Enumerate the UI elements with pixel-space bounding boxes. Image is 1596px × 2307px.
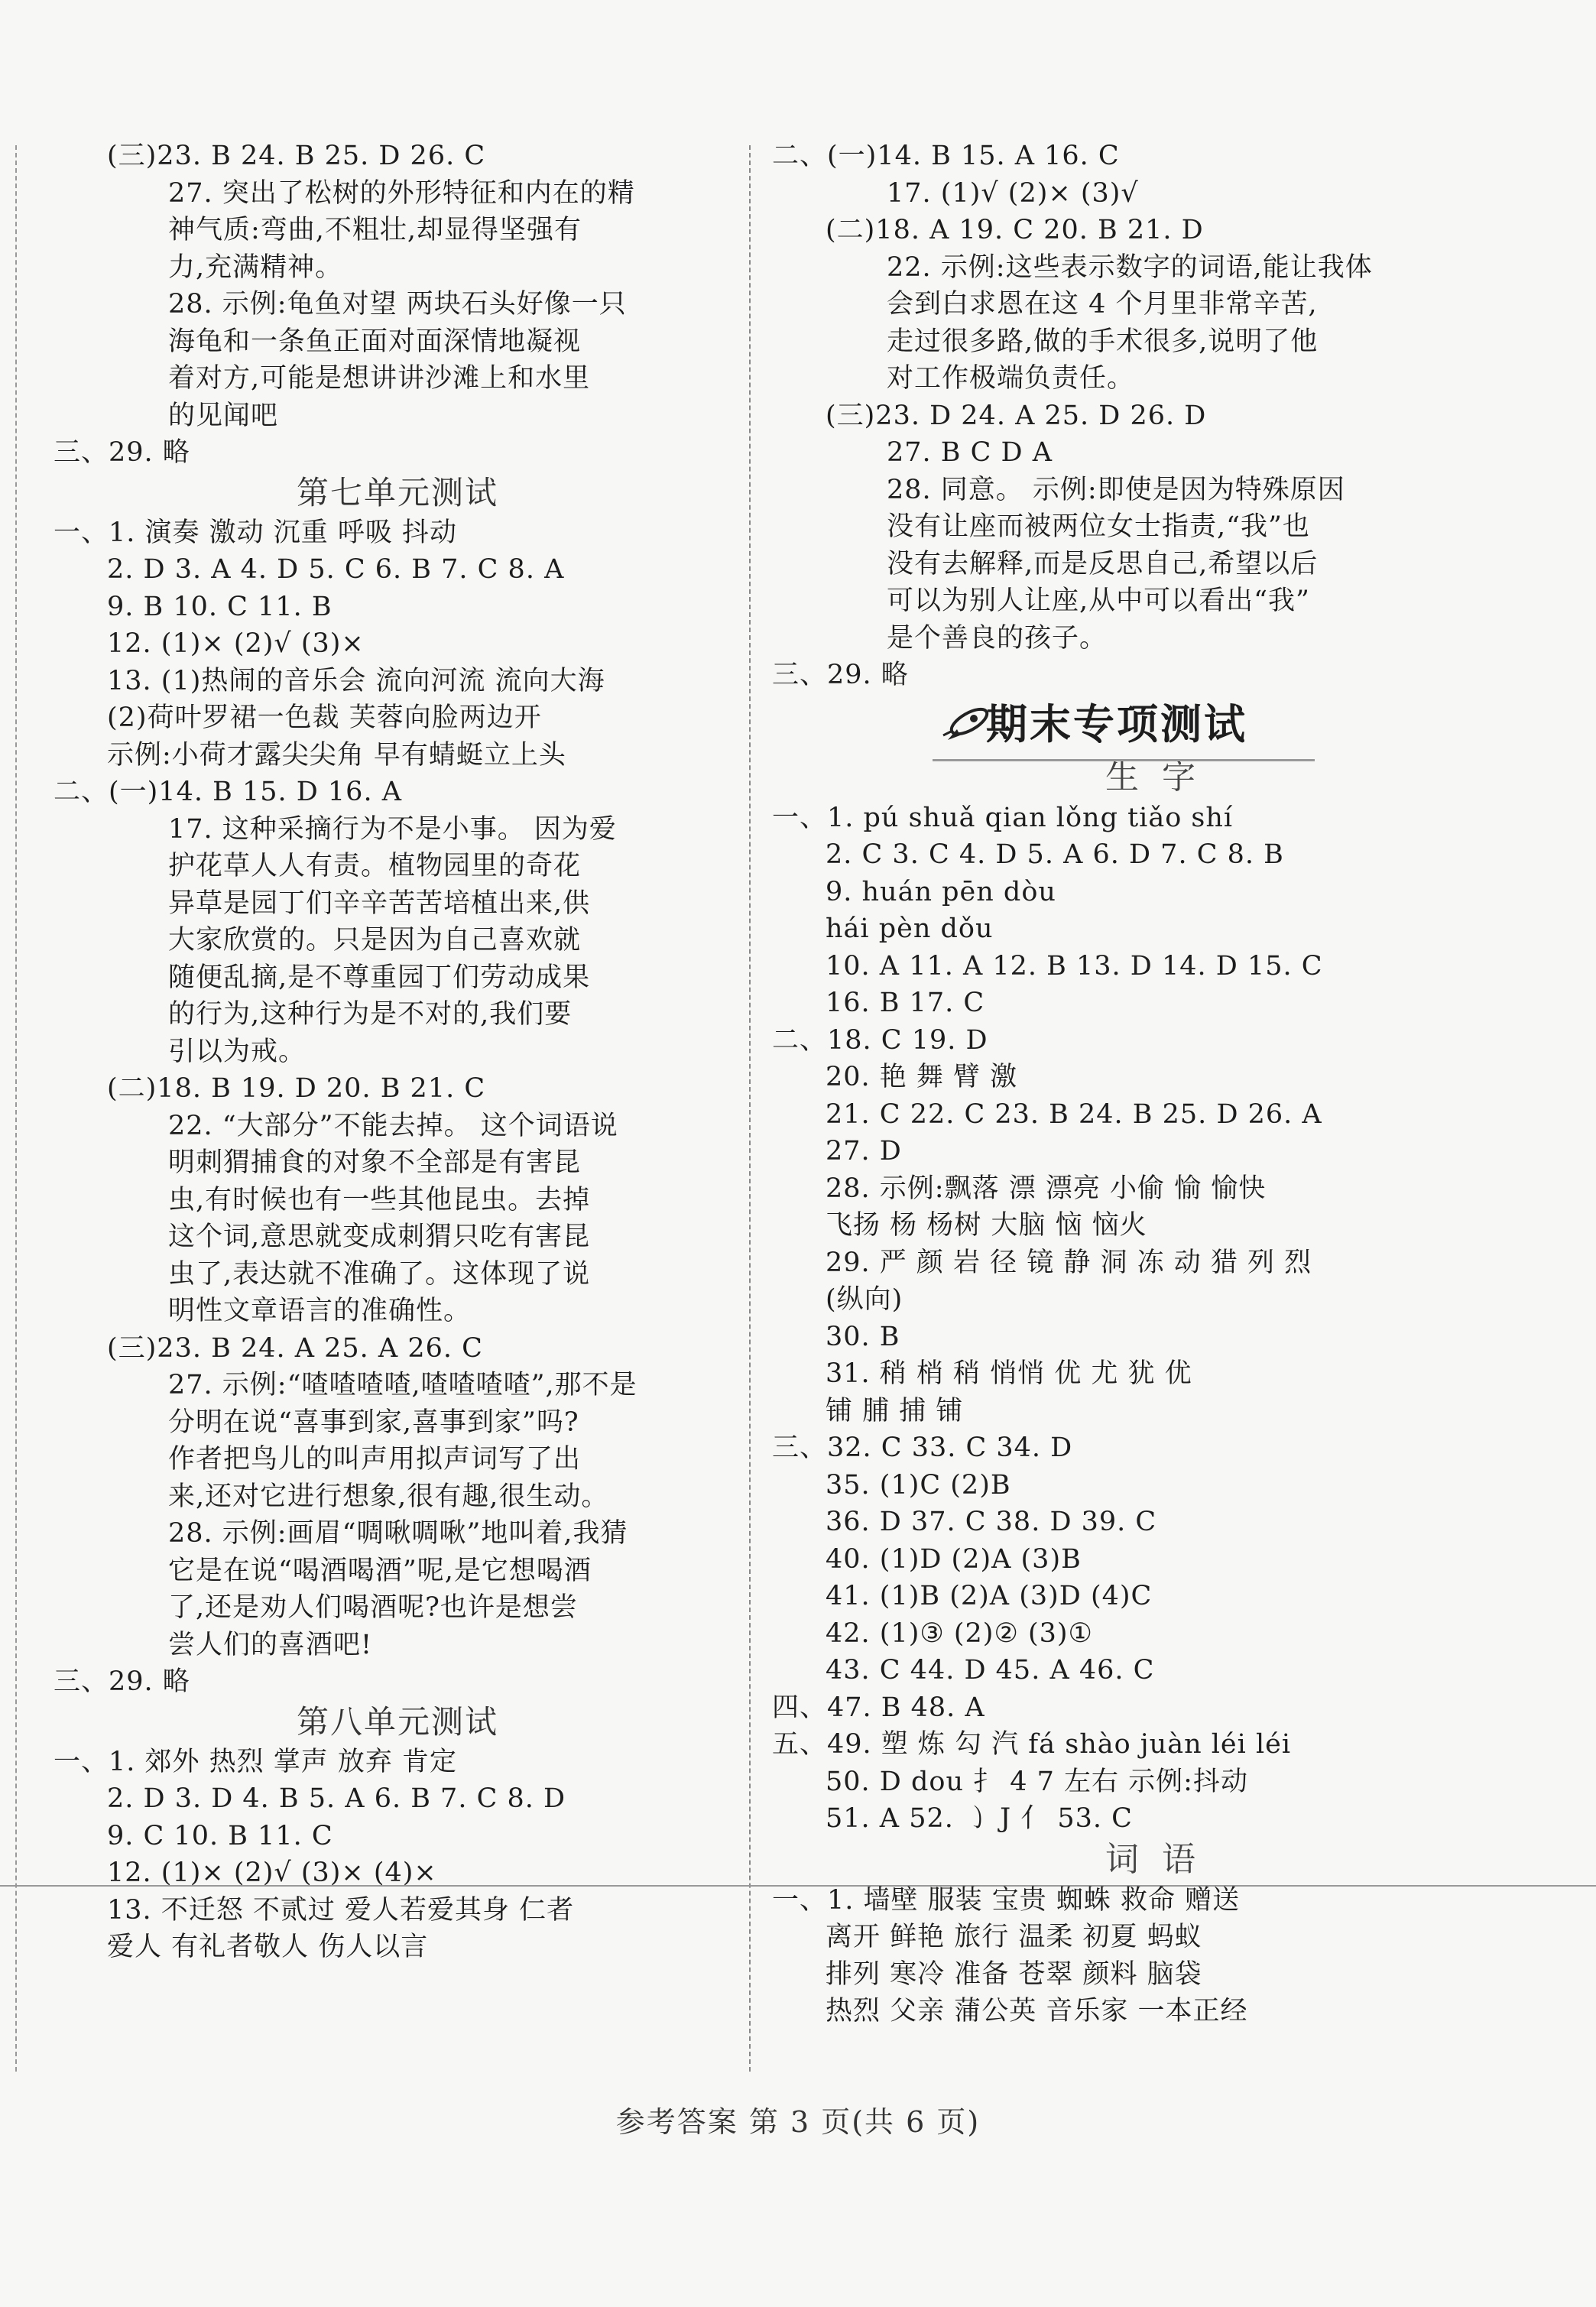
answer-line: 2. D 3. A 4. D 5. C 6. B 7. C 8. A (107, 554, 565, 585)
answer-line: 走过很多路,做的手术很多,说明了他 (887, 326, 1319, 357)
answer-line: 28. 示例:画眉“啁啾啁啾”地叫着,我猜 (168, 1518, 628, 1549)
answer-line: 40. (1)D (2)A (3)B (826, 1543, 1082, 1575)
answer-line: 没有让座而被两位女士指责,“我”也 (887, 511, 1310, 542)
answer-line: 明刺猬捕食的对象不全部是有害昆 (168, 1147, 582, 1178)
answer-line: 爱人 有礼者敬人 伤人以言 (107, 1932, 429, 1962)
answer-line: 大家欣赏的。只是因为自己喜欢就 (168, 925, 582, 956)
left-column (54, 138, 741, 1966)
answer-line: 27. 示例:“喳喳喳喳,喳喳喳喳”,那不是 (168, 1370, 637, 1400)
answer-line: 三、29. 略 (54, 1666, 190, 1697)
answer-line: 20. 艳 舞 臂 激 (826, 1062, 1018, 1092)
answer-line: 三、29. 略 (772, 660, 909, 690)
answer-line: 虫了,表达就不准确了。这体现了说 (168, 1258, 591, 1290)
answer-line: 排列 寒冷 准备 苍翠 颜料 脑袋 (826, 1958, 1202, 1990)
answer-line: 的见闻吧 (168, 400, 279, 431)
answer-line: 会到白求恩在这 4 个月里非常辛苦, (887, 289, 1318, 320)
answer-line: (二)18. B 19. D 20. B 21. C (107, 1073, 486, 1104)
answer-line: 了,还是劝人们喝酒呢?也许是想尝 (168, 1592, 578, 1623)
right-column (772, 138, 1536, 2030)
answer-line: 35. (1)C (2)B (826, 1469, 1011, 1501)
answer-line: 二、18. C 19. D (772, 1024, 988, 1056)
answer-line: 异草是园丁们辛辛苦苦培植出来,供 (168, 887, 591, 919)
answer-line: 明性文章语言的准确性。 (168, 1296, 472, 1326)
answer-line: 二、(一)14. B 15. A 16. C (772, 141, 1120, 171)
rocket-icon (940, 702, 994, 748)
answer-line: hái pèn dǒu (826, 913, 994, 944)
answer-line: 它是在说“喝酒喝酒”呢,是它想喝酒 (168, 1555, 592, 1586)
answer-line: 一、1. 墙壁 服装 宝贵 蜘蛛 救命 赠送 (772, 1884, 1241, 1916)
answer-line: 51. A 52. ㇁ J 亻 53. C (826, 1803, 1133, 1834)
answer-line: (2)荷叶罗裙一色裁 芙蓉向脸两边开 (107, 702, 542, 733)
answer-line: 力,充满精神。 (168, 251, 343, 283)
answer-line: 对工作极端负责任。 (887, 363, 1135, 394)
answer-line: 铺 脯 捕 铺 (826, 1395, 964, 1426)
answer-line: 可以为别人让座,从中可以看出“我” (887, 586, 1310, 616)
answer-line: 27. 突出了松树的外形特征和内在的精 (168, 177, 635, 209)
answer-line: 31. 稍 梢 稍 悄悄 优 尤 犹 优 (826, 1358, 1192, 1389)
answer-line: 28. 示例:龟鱼对望 两块石头好像一只 (168, 289, 627, 320)
answer-line: 16. B 17. C (826, 988, 985, 1018)
answer-line: 17. (1)√ (2)× (3)√ (887, 177, 1139, 209)
section-heading: 第八单元测试 (296, 1702, 498, 1741)
answer-line: (三)23. B 24. B 25. D 26. C (107, 141, 486, 171)
answer-line: 五、49. 塑 炼 勾 汽 fá shào juàn léi léi (772, 1729, 1292, 1760)
answer-line: 2. D 3. D 4. B 5. A 6. B 7. C 8. D (107, 1783, 566, 1814)
answer-line: 三、32. C 33. C 34. D (772, 1433, 1073, 1463)
answer-line: (纵向) (826, 1284, 903, 1315)
answer-line: 热烈 父亲 蒲公英 音乐家 一本正经 (826, 1996, 1248, 2026)
answer-line: 13. (1)热闹的音乐会 流向河流 流向大海 (107, 665, 605, 696)
answer-line: 的行为,这种行为是不对的,我们要 (168, 999, 573, 1030)
answer-line: 13. 不迁怒 不贰过 爱人若爱其身 仁者 (107, 1894, 575, 1926)
answer-line: 是个善良的孩子。 (887, 622, 1108, 654)
answer-line: 离开 鲜艳 旅行 温柔 初夏 蚂蚁 (826, 1922, 1202, 1952)
answer-line: 17. 这种采摘行为不是小事。 因为爱 (168, 813, 617, 845)
answer-line: 虫,有时候也有一些其他昆虫。去掉 (168, 1184, 591, 1215)
answer-line: 分明在说“喜事到家,喜事到家”吗? (168, 1407, 579, 1438)
subsection-heading: 词语 (1105, 1839, 1218, 1879)
answer-line: 神气质:弯曲,不粗壮,却显得坚强有 (168, 215, 582, 245)
answer-line: 50. D dou 扌 4 7 左右 示例:抖动 (826, 1766, 1248, 1797)
answer-line: 一、1. pú shuǎ qian lǒng tiǎo shí (772, 802, 1234, 833)
answer-line: 21. C 22. C 23. B 24. B 25. D 26. A (826, 1098, 1322, 1130)
answer-line: 示例:小荷才露尖尖角 早有蜻蜓立上头 (107, 739, 566, 771)
answer-line: 27. B C D A (887, 437, 1053, 468)
answer-line: 41. (1)B (2)A (3)D (4)C (826, 1581, 1153, 1611)
subsection-heading: 生字 (1105, 757, 1218, 797)
answer-line: (三)23. B 24. A 25. A 26. C (107, 1332, 483, 1364)
answer-line: 27. D (826, 1136, 902, 1166)
answer-line: 尝人们的喜酒吧! (168, 1629, 373, 1660)
answer-line: 来,还对它进行想象,很有趣,很生动。 (168, 1481, 609, 1512)
answer-line: 这个词,意思就变成刺猬只吃有害昆 (168, 1222, 591, 1252)
answer-line: 22. “大部分”不能去掉。 这个词语说 (168, 1110, 618, 1141)
answer-line: 随便乱摘,是不尊重园丁们劳动成果 (168, 962, 591, 993)
column-divider (749, 145, 751, 2072)
answer-line: 四、47. B 48. A (772, 1692, 985, 1723)
final-test-title: 期末专项测试 (986, 699, 1247, 748)
answer-line: 9. C 10. B 11. C (107, 1820, 333, 1851)
left-margin-dashed-line (15, 145, 17, 2072)
final-test-heading (772, 694, 1536, 755)
heading-underline (933, 759, 1315, 761)
answer-line: 海龟和一条鱼正面对面深情地凝视 (168, 326, 582, 357)
answer-line: 9. huán pēn dòu (826, 876, 1056, 907)
answer-line: 三、29. 略 (54, 437, 190, 468)
answer-line: 30. B (826, 1321, 900, 1352)
answer-line: 12. (1)× (2)√ (3)× (107, 628, 365, 659)
answer-line: 护花草人人有责。植物园里的奇花 (168, 851, 582, 881)
answer-line: (二)18. A 19. C 20. B 21. D (826, 215, 1204, 245)
answer-line: 飞扬 杨 杨树 大脑 恼 恼火 (826, 1210, 1147, 1241)
answer-line: 22. 示例:这些表示数字的词语,能让我体 (887, 251, 1373, 283)
answer-line: 一、1. 演奏 激动 沉重 呼吸 抖动 (54, 517, 458, 548)
answer-line: 36. D 37. C 38. D 39. C (826, 1507, 1157, 1537)
answer-line: 二、(一)14. B 15. D 16. A (54, 777, 402, 807)
answer-line: 12. (1)× (2)√ (3)× (4)× (107, 1858, 437, 1888)
answer-line: 作者把鸟儿的叫声用拟声词写了出 (168, 1444, 582, 1475)
answer-line: 着对方,可能是想讲讲沙滩上和水里 (168, 363, 591, 394)
answer-line: 28. 同意。 示例:即使是因为特殊原因 (887, 474, 1345, 505)
answer-line: 引以为戒。 (168, 1036, 307, 1067)
answer-line: 9. B 10. C 11. B (107, 591, 332, 622)
answer-line: 29. 严 颜 岩 径 镜 静 洞 冻 动 猎 列 烈 (826, 1247, 1312, 1278)
page-footer: 参考答案 第 3 页(共 6 页) (615, 2105, 981, 2139)
answer-line: (三)23. D 24. A 25. D 26. D (826, 400, 1207, 431)
section-heading: 第七单元测试 (296, 473, 498, 511)
answer-line: 28. 示例:飘落 漂 漂亮 小偷 愉 愉快 (826, 1173, 1267, 1204)
answer-line: 一、1. 郊外 热烈 掌声 放弃 肯定 (54, 1746, 458, 1777)
answer-line: 42. (1)③ (2)② (3)① (826, 1617, 1093, 1649)
answer-line: 43. C 44. D 45. A 46. C (826, 1655, 1155, 1686)
answer-line: 10. A 11. A 12. B 13. D 14. D 15. C (826, 950, 1323, 982)
answer-line: 2. C 3. C 4. D 5. A 6. D 7. C 8. B (826, 839, 1284, 870)
answer-line: 没有去解释,而是反思自己,希望以后 (887, 548, 1319, 579)
